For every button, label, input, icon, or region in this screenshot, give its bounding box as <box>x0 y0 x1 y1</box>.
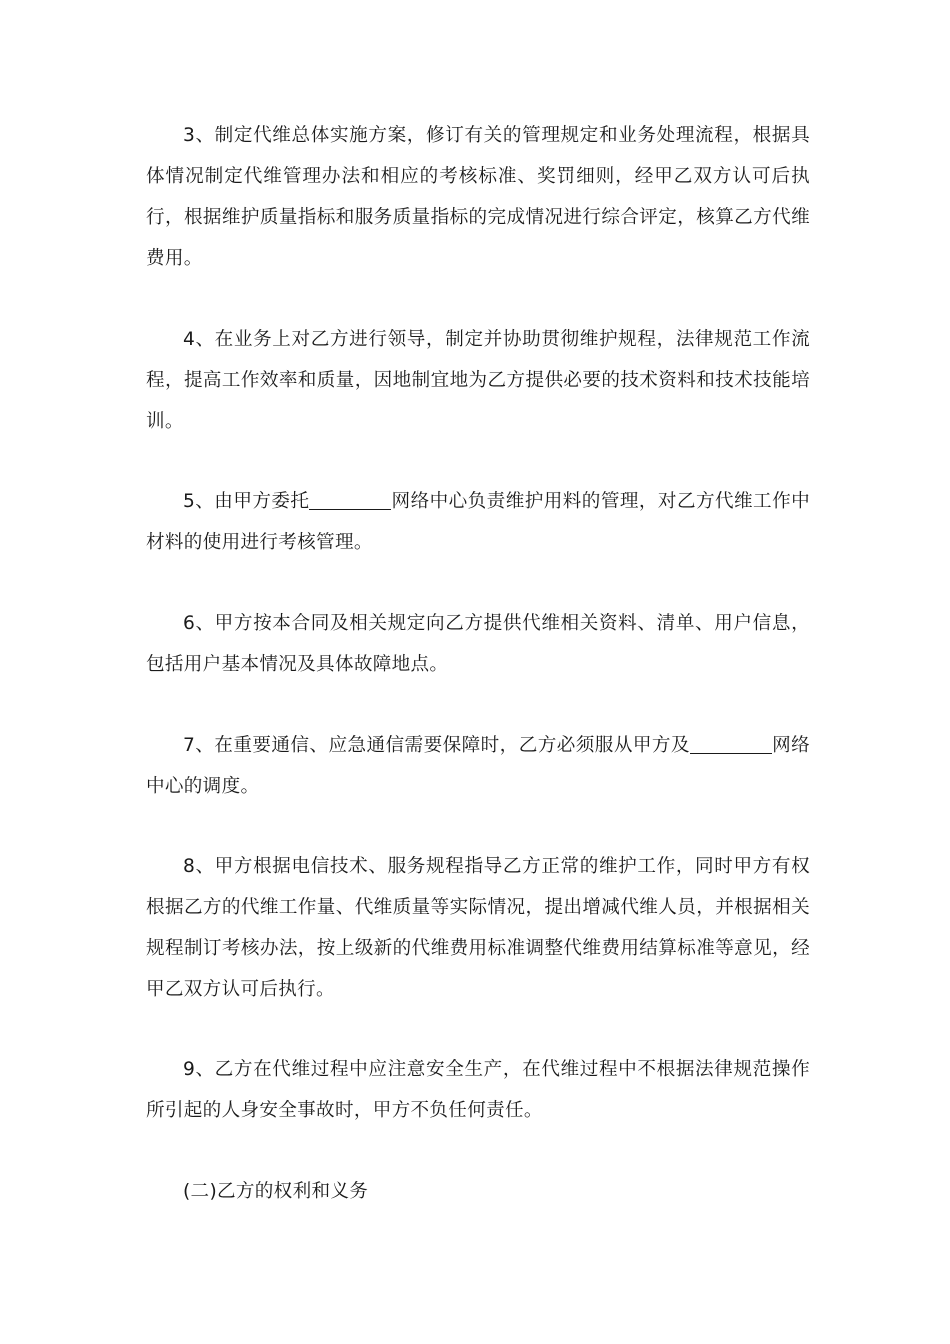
clause-6: 6、甲方按本合同及相关规定向乙方提供代维相关资料、清单、用户信息，包括用户基本情况及具体故障地点。 <box>146 613 810 675</box>
fill-in-blank <box>690 734 772 754</box>
fill-in-blank <box>309 490 391 510</box>
clause-7 <box>146 725 810 807</box>
clause-5-text-after: 网络中心负责维护用料的管理，对乙方代维工作中材料的使用进行考核管理。 <box>146 491 810 553</box>
clause-9: 9、乙方在代维过程中应注意安全生产，在代维过程中不根据法律规范操作所引起的人身安全事故时，甲方不负任何责任。 <box>146 1059 810 1121</box>
clause-4: 4、在业务上对乙方进行领导，制定并协助贯彻维护规程，法律规范工作流程，提高工作效率和质量，因地制宜地为乙方提供必要的技术资料和技术技能培训。 <box>146 329 810 432</box>
clause-5 <box>146 481 810 563</box>
clause-7-text-before: 7、在重要通信、应急通信需要保障时，乙方必须服从甲方及 <box>183 735 690 756</box>
clause-5-text-before: 5、由甲方委托 <box>183 491 310 512</box>
clause-7-text-after: 网络中心的调度。 <box>146 735 810 797</box>
section-heading: (二)乙方的权利和义务 <box>183 1181 369 1202</box>
clause-8: 8、甲方根据电信技术、服务规程指导乙方正常的维护工作，同时甲方有权根据乙方的代维工作量、代维质量等实际情况，提出增减代维人员，并根据相关规程制订考核办法，按上级新的代维费用标准调整代维费用结算标准等意见，经甲乙双方认可后执行。 <box>146 856 810 1000</box>
clause-3: 3、制定代维总体实施方案，修订有关的管理规定和业务处理流程，根据具体情况制定代维管理办法和相应的考核标准、奖罚细则，经甲乙双方认可后执行，根据维护质量指标和服务质量指标的完成情况进行综合评定，核算乙方代维费用。 <box>146 125 810 269</box>
